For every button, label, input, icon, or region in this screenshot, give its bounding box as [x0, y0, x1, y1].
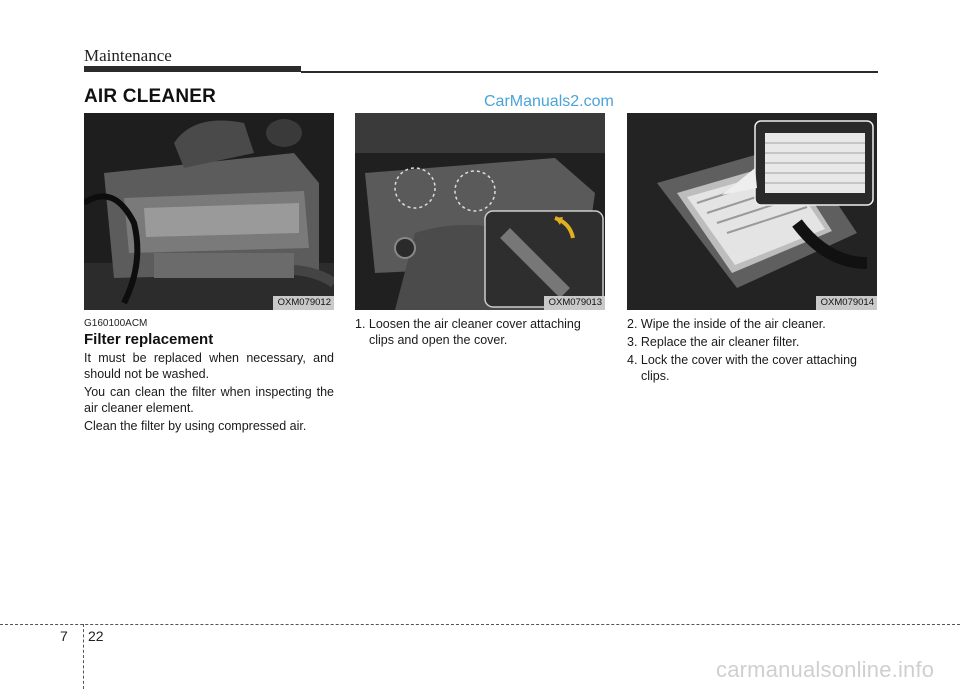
column-1-text — [84, 350, 334, 436]
step-item: 4. Lock the cover with the cover attaching clips. — [627, 353, 857, 383]
section-code: G160100ACM — [84, 318, 148, 329]
page-number: 22 — [88, 628, 104, 644]
header-rule-thick — [84, 66, 301, 72]
engine-photo-2 — [355, 113, 605, 310]
step-item: 1. Loosen the air cleaner cover attaching clips and open the cover. — [355, 317, 581, 347]
paragraph: Clean the filter by using compressed air. — [84, 419, 307, 433]
footer-divider — [83, 624, 84, 689]
paragraph: You can clean the filter when inspecting the air cleaner element. — [84, 385, 334, 415]
step-item: 2. Wipe the inside of the air cleaner. — [627, 317, 826, 331]
air-filter-illustration — [627, 113, 877, 310]
engine-bay-illustration — [84, 113, 334, 310]
column-3-steps — [627, 316, 879, 386]
engine-photo-1 — [84, 113, 334, 310]
section-label: Maintenance — [84, 46, 172, 65]
watermark-carmanuals2: CarManuals2.com — [484, 93, 614, 110]
header-rule-thin — [301, 71, 878, 73]
step-item: 3. Replace the air cleaner filter. — [627, 335, 800, 349]
subheading-filter-replacement: Filter replacement — [84, 331, 214, 348]
photo-caption: OXM079014 — [816, 296, 877, 310]
air-cleaner-clips-illustration — [355, 113, 605, 310]
column-2-steps — [355, 316, 605, 350]
paragraph: It must be replaced when necessary, and should not be washed. — [84, 351, 334, 381]
photo-caption: OXM079012 — [273, 296, 334, 310]
chapter-number: 7 — [60, 628, 68, 644]
watermark-carmanualsonline: carmanualsonline.info — [716, 657, 935, 682]
page-title: AIR CLEANER — [84, 86, 217, 107]
photo-caption: OXM079013 — [544, 296, 605, 310]
footer-rule — [0, 624, 960, 625]
engine-photo-3 — [627, 113, 877, 310]
